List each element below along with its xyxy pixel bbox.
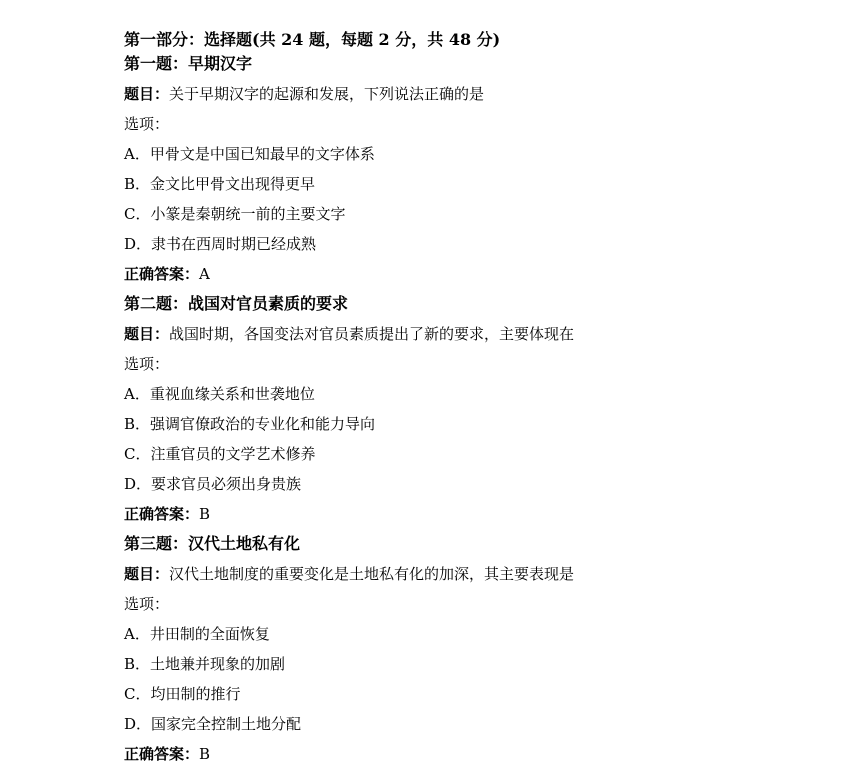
option-a: A．重视血缘关系和世袭地位 xyxy=(124,385,315,403)
option-a: A．甲骨文是中国已知最早的文字体系 xyxy=(124,145,375,163)
option-b: B．土地兼并现象的加剧 xyxy=(124,655,286,673)
answer-label: 正确答案： xyxy=(124,265,200,283)
option-b: B．强调官僚政治的专业化和能力导向 xyxy=(124,415,376,433)
answer-label: 正确答案： xyxy=(124,745,200,763)
correct-answer xyxy=(124,264,844,294)
answer-value: A xyxy=(199,265,210,283)
option-d: D．国家完全控制土地分配 xyxy=(124,715,302,733)
option-b: B．金文比甲骨文出现得更早 xyxy=(124,175,316,193)
answer-value: B xyxy=(199,745,211,763)
question-label: 题目： xyxy=(124,565,170,583)
question-text: 汉代土地制度的重要变化是土地私有化的加深，其主要表现是 xyxy=(169,565,575,583)
question-2 xyxy=(124,294,844,534)
option-c: C．注重官员的文学艺术修养 xyxy=(124,445,316,463)
option-d: D．要求官员必须出身贵族 xyxy=(124,475,302,493)
question-title: 第二题：战国对官员素质的要求 xyxy=(124,294,349,313)
document-page xyxy=(124,30,844,774)
options-label: 选项： xyxy=(124,355,170,373)
section-title: 第一部分：选择题(共 24 题，每题 2 分，共 48 分) xyxy=(124,30,501,49)
options-label: 选项： xyxy=(124,595,170,613)
correct-answer xyxy=(124,504,844,534)
answer-value: B xyxy=(199,505,211,523)
question-label: 题目： xyxy=(124,325,170,343)
answer-label: 正确答案： xyxy=(124,505,200,523)
question-3 xyxy=(124,534,844,774)
question-1 xyxy=(124,54,844,294)
option-d: D．隶书在西周时期已经成熟 xyxy=(124,235,317,253)
option-a: A．井田制的全面恢复 xyxy=(124,625,270,643)
correct-answer xyxy=(124,744,844,774)
question-label: 题目： xyxy=(124,85,170,103)
option-c: C．均田制的推行 xyxy=(124,685,241,703)
question-text: 战国时期，各国变法对官员素质提出了新的要求，主要体现在 xyxy=(169,325,575,343)
question-stem xyxy=(124,84,844,114)
question-title: 第一题：早期汉字 xyxy=(124,54,253,73)
question-text: 关于早期汉字的起源和发展，下列说法正确的是 xyxy=(169,85,485,103)
question-stem xyxy=(124,564,844,594)
options-label: 选项： xyxy=(124,115,170,133)
question-title: 第三题：汉代土地私有化 xyxy=(124,534,301,553)
option-c: C．小篆是秦朝统一前的主要文字 xyxy=(124,205,346,223)
question-stem xyxy=(124,324,844,354)
